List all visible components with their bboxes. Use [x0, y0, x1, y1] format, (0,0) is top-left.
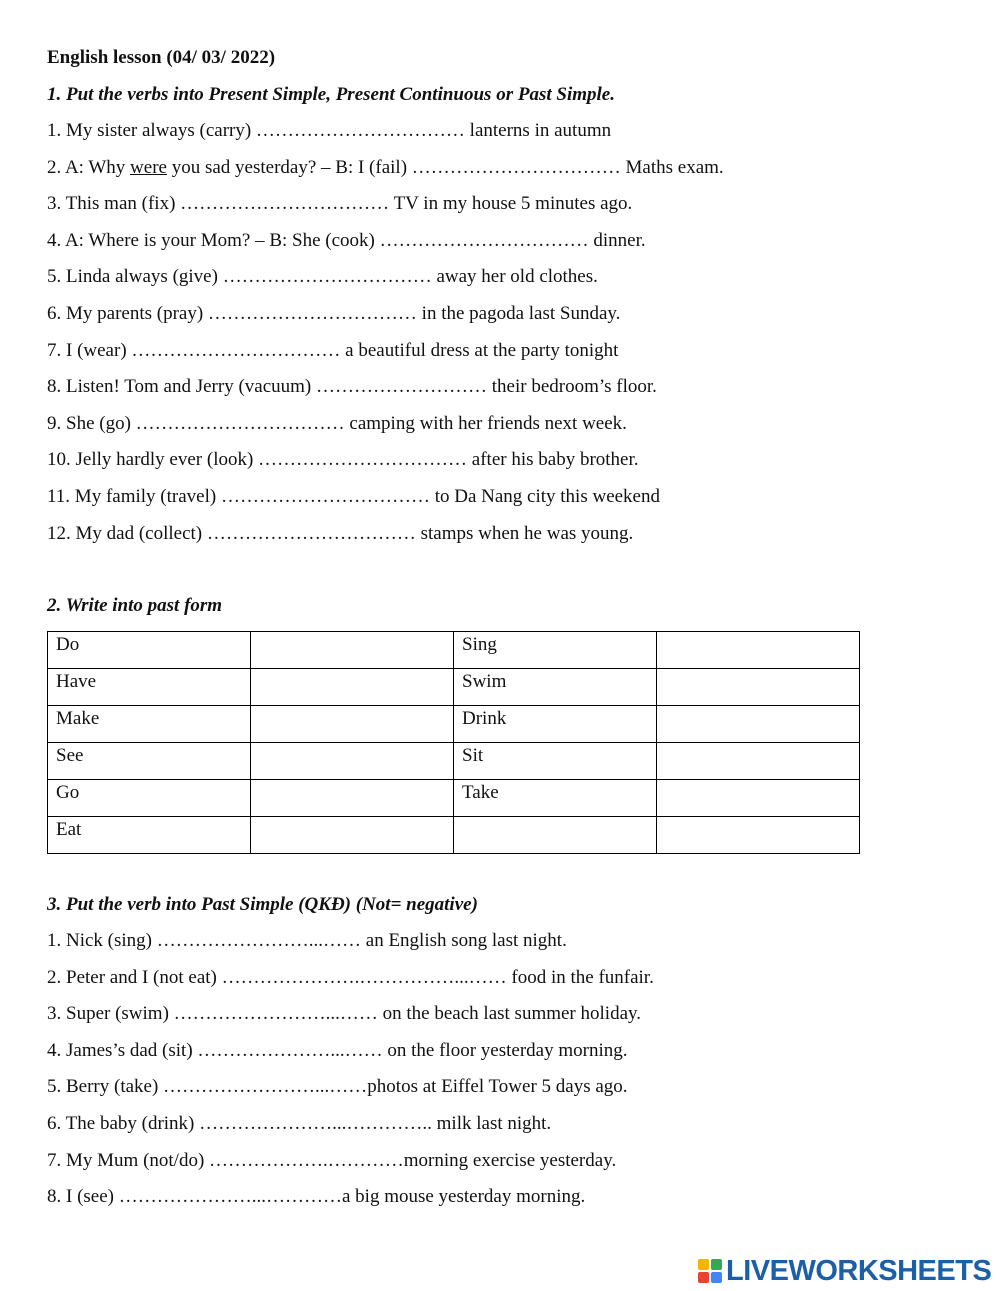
verb-cell: Sing — [454, 632, 657, 669]
logo-square — [711, 1272, 722, 1283]
verb-cell: Sit — [454, 743, 657, 780]
answer-cell[interactable] — [657, 743, 860, 780]
exercise3-item: 4. James’s dad (sit) …………………...…… on the floor yesterday morning. — [47, 1039, 628, 1061]
logo-text: LIVEWORKSHEETS — [726, 1254, 992, 1287]
answer-cell[interactable] — [657, 817, 860, 854]
table-row — [48, 632, 860, 669]
table-row — [48, 706, 860, 743]
exercise1-item: 3. This man (fix) …………………………… TV in my house 5 minutes ago. — [47, 193, 633, 215]
exercise1-item: 7. I (wear) …………………………… a beautiful dress at the party tonight — [47, 339, 619, 361]
exercise3-item: 3. Super (swim) ……………………...…… on the beach last summer holiday. — [47, 1003, 642, 1025]
answer-cell[interactable] — [657, 706, 860, 743]
exercise3-item: 5. Berry (take) ……………………...……photos at Eiffel Tower 5 days ago. — [47, 1076, 628, 1098]
answer-cell[interactable] — [657, 632, 860, 669]
exercise1-item: 2. A: Why were you sad yesterday? – B: I (fail) …………………………… Maths exam. — [47, 156, 724, 178]
verb-cell: Eat — [48, 817, 251, 854]
exercise1-item: 10. Jelly hardly ever (look) …………………………… after his baby brother. — [47, 449, 639, 471]
liveworksheets-logo — [698, 1254, 991, 1288]
section3-heading: 3. Put the verb into Past Simple (QKĐ) (Not= negative) — [47, 894, 478, 915]
exercise3-item: 7. My Mum (not/do) ……………….…………morning exercise yesterday. — [47, 1149, 617, 1171]
answer-cell[interactable] — [251, 780, 454, 817]
exercise1-item: 11. My family (travel) …………………………… to Da Nang city this weekend — [47, 486, 660, 507]
exercise1-item: 6. My parents (pray) …………………………… in the pagoda last Sunday. — [47, 303, 621, 324]
answer-cell[interactable] — [251, 706, 454, 743]
answer-cell[interactable] — [657, 780, 860, 817]
table-row — [48, 817, 860, 854]
exercise1-item: 8. Listen! Tom and Jerry (vacuum) ……………………… their bedroom’s floor. — [47, 376, 657, 398]
verb-cell: Go — [48, 780, 251, 817]
exercise1-item: 5. Linda always (give) …………………………… away her old clothes. — [47, 266, 598, 288]
answer-cell[interactable] — [454, 817, 657, 854]
logo-square — [698, 1272, 709, 1283]
lesson-title: English lesson (04/ 03/ 2022) — [47, 47, 276, 68]
answer-cell[interactable] — [251, 743, 454, 780]
section2-heading: 2. Write into past form — [47, 595, 223, 616]
answer-cell[interactable] — [657, 669, 860, 706]
answer-cell[interactable] — [251, 669, 454, 706]
exercise1-item: 9. She (go) …………………………… camping with her friends next week. — [47, 412, 627, 434]
verb-cell: Swim — [454, 669, 657, 706]
verb-cell: Drink — [454, 706, 657, 743]
answer-cell[interactable] — [251, 632, 454, 669]
answer-cell[interactable] — [251, 817, 454, 854]
exercise3-item: 6. The baby (drink) …………………...………….. milk last night. — [47, 1113, 552, 1134]
exercise3-item: 1. Nick (sing) ……………………...…… an English song last night. — [47, 930, 567, 951]
table-row — [48, 743, 860, 780]
past-form-table — [47, 631, 860, 854]
underlined-word: were — [130, 156, 167, 178]
exercise1-item: 1. My sister always (carry) …………………………… lanterns in autumn — [47, 120, 612, 141]
logo-mark-icon — [698, 1259, 722, 1283]
logo-square — [698, 1259, 709, 1270]
exercise1-item: 12. My dad (collect) …………………………… stamps when he was young. — [47, 522, 634, 544]
table-row — [48, 669, 860, 706]
verb-cell: Do — [48, 632, 251, 669]
section1-heading: 1. Put the verbs into Present Simple, Present Continuous or Past Simple. — [47, 84, 615, 105]
verb-cell: Have — [48, 669, 251, 706]
verb-cell: See — [48, 743, 251, 780]
verb-cell: Make — [48, 706, 251, 743]
exercise1-item: 4. A: Where is your Mom? – B: She (cook) …………………………… dinner. — [47, 229, 646, 251]
logo-square — [711, 1259, 722, 1270]
verb-cell: Take — [454, 780, 657, 817]
exercise3-item: 8. I (see) …………………...…………a big mouse yesterday morning. — [47, 1186, 586, 1208]
exercise3-item: 2. Peter and I (not eat) ………………….……………...…… food in the funfair. — [47, 966, 654, 988]
table-row — [48, 780, 860, 817]
